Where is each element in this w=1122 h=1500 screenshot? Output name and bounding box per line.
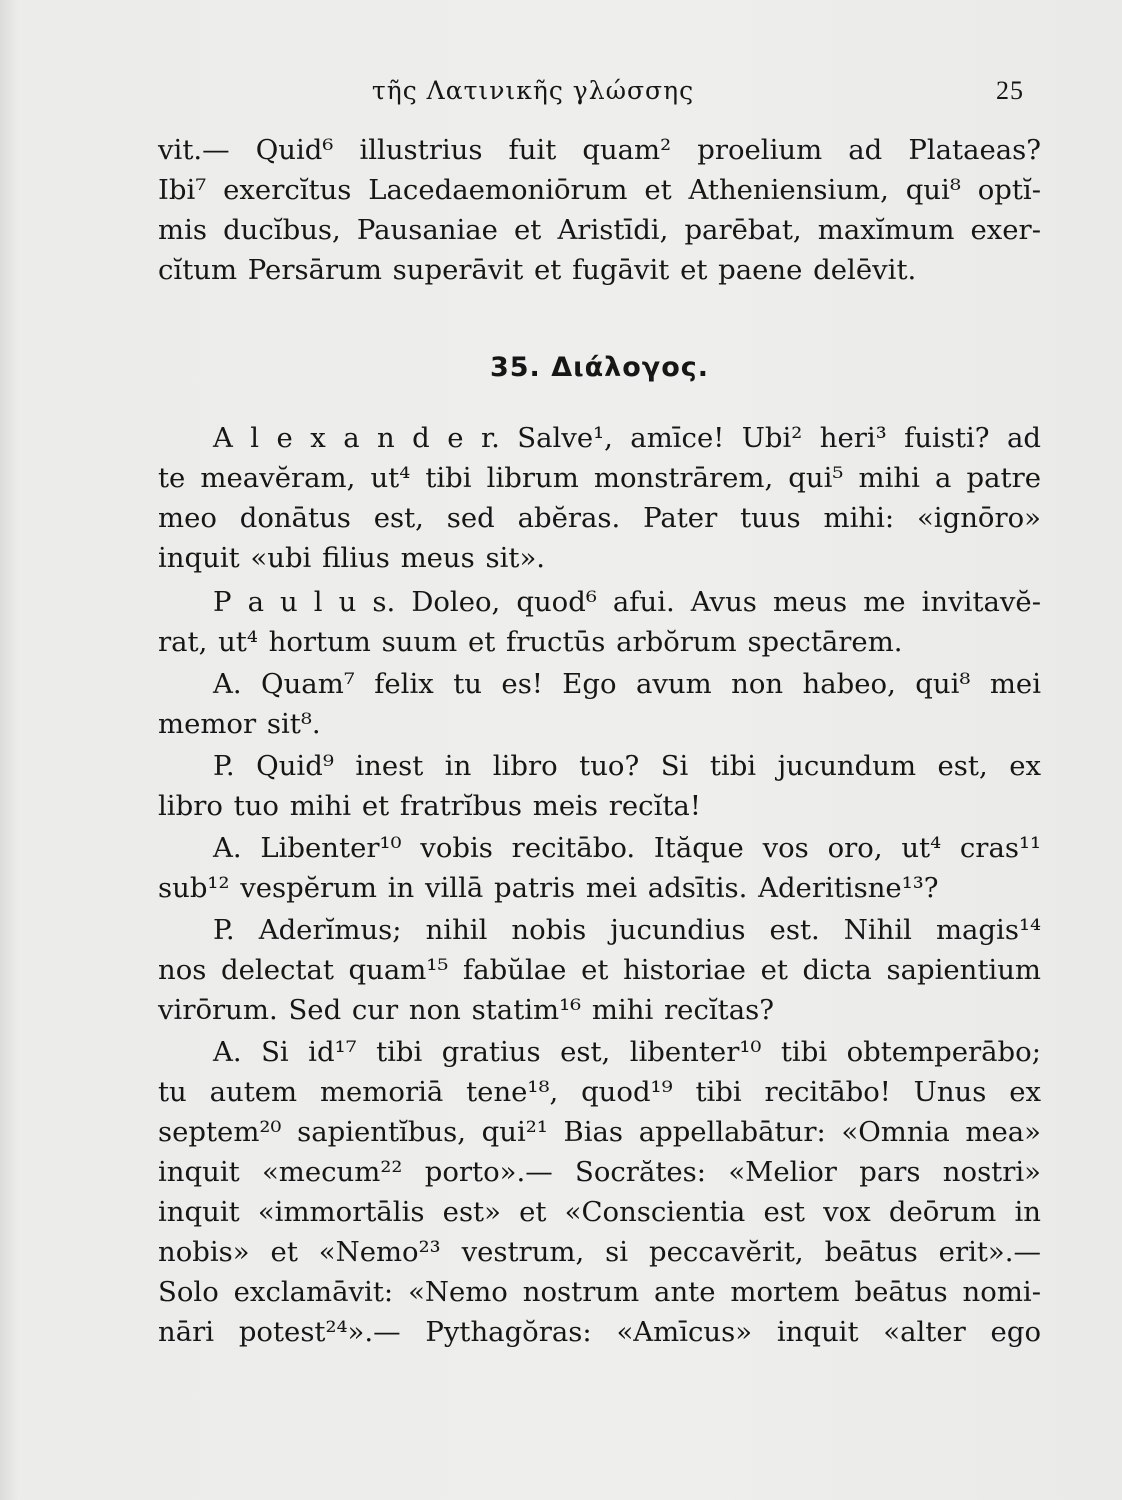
page-number: 25 (996, 76, 1024, 105)
text-line: septem²⁰ sapientĭbus, qui²¹ Bias appellabātur: «Omnia mea» (158, 1116, 1041, 1148)
text-line: nobis» et «Nemo²³ vestrum, si peccavĕrit, beātus erit».— (158, 1236, 1041, 1268)
section-heading: 35. Διάλογος. (489, 352, 710, 383)
text-line: virōrum. Sed cur non statim¹⁶ mihi recĭtas? (158, 994, 774, 1026)
text-line: libro tuo mihi et fratrĭbus meis recĭta! (158, 790, 701, 822)
text-line: Solo exclamāvit: «Nemo nostrum ante mortem beātus nomi- (158, 1276, 1041, 1308)
running-title: τῆς Λατινικῆς γλώσσης (371, 76, 695, 105)
text-line: te meavĕram, ut⁴ tibi librum monstrārem, qui⁵ mihi a patre (158, 462, 1041, 494)
text-line: A. Si id¹⁷ tibi gratius est, libenter¹⁰ tibi obtemperābo; (213, 1036, 1041, 1068)
text-line: Ibi⁷ exercĭtus Lacedaemoniōrum et Atheniensium, qui⁸ optĭ- (158, 174, 1041, 206)
text-line: inquit «mecum²² porto».— Socrătes: «Melior pars nostri» (158, 1156, 1041, 1188)
page-header (158, 72, 1024, 112)
text-line: A. Libenter¹⁰ vobis recitābo. Ităque vos oro, ut⁴ cras¹¹ (213, 832, 1041, 864)
text-line: A l e x a n d e r. Salve¹, amīce! Ubi² heri³ fuisti? ad (213, 422, 1041, 454)
text-line: inquit «immortālis est» et «Conscientia est vox deōrum in (158, 1196, 1041, 1228)
text-line: meo donātus est, sed abĕras. Pater tuus mihi: «ignōro» (158, 502, 1041, 534)
text-line: P. Aderĭmus; nihil nobis jucundius est. Nihil magis¹⁴ (213, 914, 1041, 946)
text-line: A. Quam⁷ felix tu es! Ego avum non habeo, qui⁸ mei (213, 668, 1041, 700)
text-line: rat, ut⁴ hortum suum et fructūs arbŏrum spectārem. (158, 626, 903, 658)
text-line: P. Quid⁹ inest in libro tuo? Si tibi jucundum est, ex (213, 750, 1041, 782)
text-line: P a u l u s. Doleo, quod⁶ afui. Avus meus me invitavĕ- (213, 586, 1041, 618)
text-line: sub¹² vespĕrum in villā patris mei adsītis. Aderitisne¹³? (158, 872, 939, 904)
text-line: vit.— Quid⁶ illustrius fuit quam² proelium ad Plataeas? (158, 134, 1041, 166)
text-line: inquit «ubi filius meus sit». (158, 542, 546, 574)
text-line: cĭtum Persārum superāvit et fugāvit et paene delēvit. (158, 254, 917, 286)
text-line: memor sit⁸. (158, 708, 321, 740)
text-line: mis ducĭbus, Pausaniae et Aristīdi, parēbat, maxĭmum exer- (158, 214, 1041, 246)
text-line: nos delectat quam¹⁵ fabŭlae et historiae et dicta sapientium (158, 954, 1041, 986)
text-line: tu autem memoriā tene¹⁸, quod¹⁹ tibi recitābo! Unus ex (158, 1076, 1041, 1108)
text-line: nāri potest²⁴».— Pythagŏras: «Amīcus» inquit «alter ego (158, 1316, 1041, 1348)
